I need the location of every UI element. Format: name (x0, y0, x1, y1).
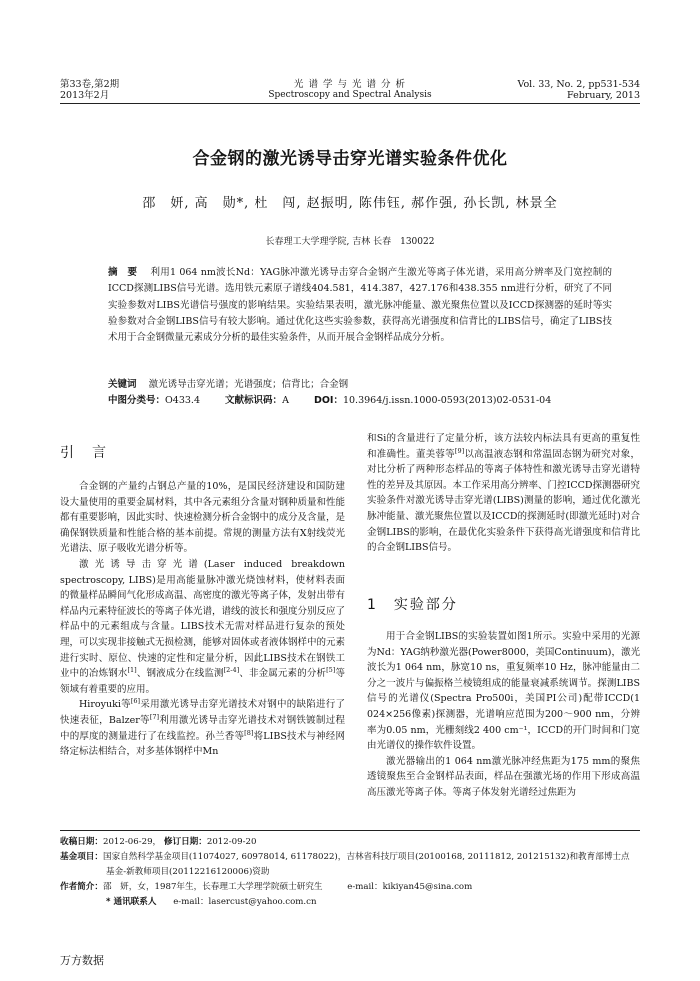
intro-paragraph-continued: 和Si的含量进行了定量分析，该方法较内标法具有更高的重复性和准确性。董美蓉等[9]以高温液态钢和常温固态钢为研究对象，对比分析了两种形态样品的等离子体特性和激光诱导击穿光谱特性的差异及其原因。本工作采用高分辨率、门控ICCD探测器研究实验条件对激光诱导击穿光谱(LIBS)测量的影响，通过优化激光脉冲能量、激光聚焦位置以及ICCD的探测延时(即激光延时)对合金钢LIBS的影响，在最优化实验条件下获得高光谱强度和信背比的合金钢LIBS信号。 (367, 433, 640, 554)
watermark: 万方数据 (60, 954, 104, 967)
abstract-text: 利用1 064 nm波长Nd：YAG脉冲激光诱导击穿合金钢产生激光等离子体光谱，采用高分辨率及门宽控制的ICCD探测LIBS信号光谱。选用铁元素原子谱线404.581，414.387，427.176和438.355 nm进行分析，研究了不同实验参数对LIBS光谱信号强度的影响结果。实验结果表明，激光脉冲能量、激光聚焦位置以及ICCD探测器的延时等实验参数对合金钢LIBS信号有较大影响。通过优化这些实验参数，获得高光谱强度和信背比的LIBS信号，确定了LIBS技术用于合金钢微量元素成分分析的最佳实验条件，从而开展合金钢样品成分分析。 (108, 267, 612, 344)
doc-code: A (282, 395, 289, 406)
volume-issue: 第33卷,第2期 (60, 79, 120, 90)
section-heading-intro: 引 言 (60, 445, 108, 461)
abstract-label: 摘 要 (108, 267, 138, 278)
footnote-corresponding: * 通讯联系人 e-mail：lasercust@yahoo.com.cn (106, 897, 317, 907)
footnote-author: 作者简介：邵 妍，女，1987年生，长春理工大学理学院硕士研究生 e-mail：kikiyan45@sina.com (60, 882, 473, 892)
author-list: 邵 妍, 高 勋*, 杜 闯, 赵振明, 陈伟钰, 郝作强, 孙长凯, 林景全 (142, 196, 558, 211)
footnote-funding: 基金项目：国家自然科学基金项目(11074027, 60978014, 61178022)，吉林省科技厅项目(20100168, 20111812, 201215132)和教育部博士点 (60, 852, 630, 862)
keywords-text: 激光诱导击穿光谱；光谱强度；信背比；合金钢 (148, 379, 349, 390)
reference-8: [8] (244, 728, 254, 737)
intro-paragraph-3: Hiroyuki等[6]采用激光诱导击穿光谱技术对钢中的缺陷进行了快速表征，Balzer等[7]利用激光诱导击穿光谱技术对钢铁镀制过程中的厚度的测量进行了在线监控。孙兰香等[8]将LIBS技术与神经网络定标法相结合，对多基体钢样中Mn (60, 697, 345, 758)
footnote (60, 835, 660, 910)
header-right (517, 79, 640, 101)
experiment-paragraph-1: 用于合金钢LIBS的实验装置如图1所示。实验中采用的光源为Nd：YAG纳秒激光器(Power8000，美国Continuum)，激光波长为1 064 nm，脉宽10 ns，重复频率10 Hz，脉冲能量由二分之一波片与偏振格兰棱镜组成的能量衰减系统调节。探测LIBS信号的光谱仪(Spectra Pro500i，美国PI公司)配带ICCD(1 024×256像素)探测器，光谱响应范围为200～900 nm，分辨率为0.05 nm，光栅刻线2 400 cm⁻¹，ICCD的开门时间和门宽由光谱仪的操作软件设置。 (367, 631, 640, 752)
left-column (60, 479, 345, 760)
footnote-rule (60, 830, 640, 831)
section-heading-experiment: 1 实验部分 (367, 597, 458, 613)
doc-code-label: 文献标识码： (225, 395, 283, 406)
revised-date: 2012-09-20 (206, 837, 257, 847)
right-column-bottom (367, 629, 640, 801)
keywords-label: 关键词 (108, 379, 137, 390)
reference-7: [7] (149, 712, 160, 721)
corresponding-email: e-mail：lasercust@yahoo.com.cn (173, 897, 317, 907)
abstract (108, 265, 612, 346)
experiment-paragraph-2: 激光器输出的1 064 nm激光脉冲经焦距为175 mm的聚焦透镜聚焦至合金钢样品表面，样品在强激光场的作用下形成高温高压激光等离子体。等离子体发射光谱经过焦距为 (367, 755, 640, 798)
footnote-dates: 收稿日期：2012-06-29， 修订日期：2012-09-20 (60, 837, 257, 847)
issue-date-cn: 2013年2月 (60, 90, 110, 101)
received-date: 2012-06-29， (102, 837, 162, 847)
reference-9: [9] (454, 446, 465, 455)
reference-5: [5] (326, 665, 336, 674)
reference-1: [1] (127, 665, 137, 674)
journal-title-cn: 光 谱 学 与 光 谱 分 析 (293, 79, 407, 90)
reference-6: [6] (130, 697, 141, 706)
intro-paragraph-2: 激光诱导击穿光谱(Laser induced breakdown spectroscopy, LIBS)是用高能量脉冲激光烧蚀材料，使材料表面的微量样品瞬间气化形成高温、高密度的激光等离子体，发射出带有样品内元素特征波长的等离子体光谱，谱线的波长和强度分别反应了样品中的元素组成与含量。LIBS技术无需对样品进行复杂的预处理，可以实现非接触式无损检测，能够对固体或者液体钢样中的元素进行实时、原位、快速的定性和定量分析，因此LIBS技术在钢铁工业中的冶炼钢水[1]、钢液成分在线监测[2-4]、非金属元素的分析[5]等领域有着重要的应用。 (60, 558, 346, 695)
clc-number: O433.4 (165, 395, 201, 406)
intro-paragraph-1: 合金钢的产量约占钢总产量的10%，是国民经济建设和国防建设大量使用的重要金属材料，其中各元素组分含量对钢种质量和性能都有重要影响，因此实时、快速检测分析合金钢中的成分及含量，是确保钢铁质量和性能合格的基本前提。常规的测量方法有X射线荧光光谱法、原子吸收光谱分析等。 (60, 481, 346, 555)
clc-label: 中图分类号： (108, 395, 166, 406)
header-rule (60, 103, 640, 104)
doi-label: DOI： (313, 395, 343, 406)
issue-date-en: February, 2013 (567, 90, 640, 101)
journal-title-en: Spectroscopy and Spectral Analysis (268, 90, 432, 100)
keywords (108, 377, 612, 392)
doi: 10.3964/j.issn.1000-0593(2013)02-0531-04 (342, 395, 552, 406)
classification-line (108, 393, 668, 408)
author-email: e-mail：kikiyan45@sina.com (347, 882, 473, 892)
paper-title: 合金钢的激光诱导击穿光谱实验条件优化 (192, 149, 508, 169)
citation: Vol. 33, No. 2, pp531-534 (517, 79, 640, 90)
affiliation: 长春理工大学理学院, 吉林 长春 130022 (265, 237, 435, 247)
footnote-funding-cont: 基金-新教师项目(20112216120006)资助 (106, 867, 270, 877)
right-column-top (367, 431, 640, 556)
reference-2-4: [2-4] (223, 665, 240, 674)
